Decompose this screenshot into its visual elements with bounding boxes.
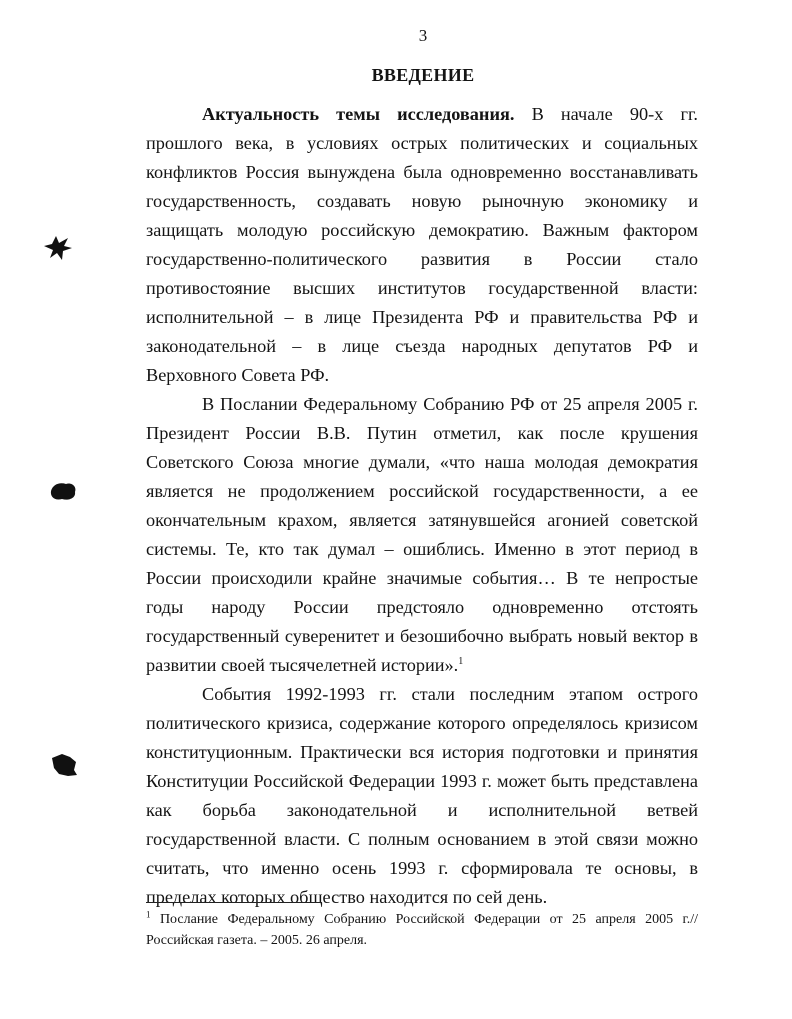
footnote-separator (146, 902, 322, 903)
section-heading: ВВЕДЕНИЕ (371, 65, 475, 85)
footnote-reference[interactable]: 1 (458, 655, 464, 667)
footnote-text: Послание Федеральному Собранию Российской Федерации от 25 апреля 2005 г.// Российская газета. – 2005. 26 апреля. (146, 912, 698, 948)
ink-blot-middle (48, 480, 78, 502)
ink-blot-top (42, 234, 74, 262)
paragraph-text: В начале 90-х гг. прошлого века, в условиях острых политических и социальных конфликтов Россия вынуждена была одновременно восстанавливать государственность, создавать новую рыночную экономику и защищать молодую российскую демократию. Важным фактором государственно-политического развития в России стало противостояние высших институтов государственной власти: исполнительной – в лице Президента РФ и правительства РФ и законодательной – в лице съезда народных депутатов РФ и Верховного Совета РФ. (146, 104, 698, 385)
footnote-marker: 1 (146, 909, 151, 920)
ink-blot-bottom (50, 752, 78, 778)
body-text (146, 100, 698, 912)
page-number: 3 (418, 26, 428, 45)
paragraph-crisis (146, 680, 698, 912)
paragraph-text: В Послании Федеральному Собранию РФ от 25 апреля 2005 г. Президент России В.В. Путин отметил, как после крушения Советского Союза многие думали, «что наша молодая демократия является не продолжением российской государственности, а ее окончательным крахом, является затянувшейся агонией советской системы. Те, кто так думал – ошиблись. Именно в этот период в России происходили крайне значимые события… В те непростые годы народу России предстояло одновременно отстоять государственный суверенитет и безошибочно выбрать новый вектор в развитии своей тысячелетней истории». (146, 394, 698, 675)
footnote (146, 909, 698, 951)
paragraph-address-quote (146, 390, 698, 680)
paragraph-relevance (146, 100, 698, 390)
paragraph-text: События 1992-1993 гг. стали последним этапом острого политического кризиса, содержание которого определялось кризисом конституционным. Практически вся история подготовки и принятия Конституции Российской Федерации 1993 г. может быть представлена как борьба законодательной и исполнительной ветвей государственной власти. С полным основанием в этой связи можно считать, что именно осень 1993 г. сформировала те основы, в пределах которых общество находится по сей день. (146, 684, 698, 907)
paragraph-lead: Актуальность темы исследования. (202, 104, 515, 124)
